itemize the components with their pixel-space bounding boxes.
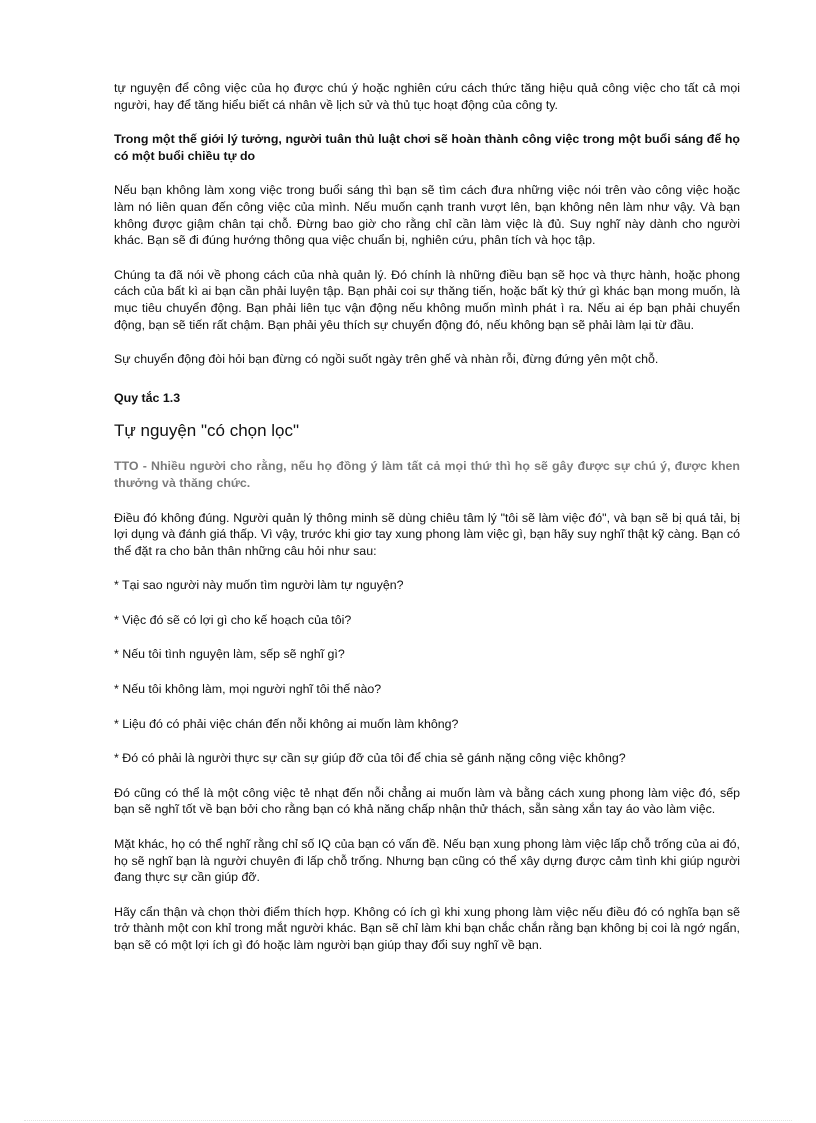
question-item: * Nếu tôi tình nguyện làm, sếp sẽ nghĩ gì?	[114, 647, 345, 662]
paragraph-intro-questions: Điều đó không đúng. Người quản lý thông minh sẽ dùng chiêu tâm lý "tôi sẽ làm việc đó", và bạn sẽ bị quá tải, bị lợi dụng và đánh giá thấp. Vì vậy, trước khi giơ tay xung phong làm việc gì, bạn hãy suy nghĩ thật kỹ càng. Bạn có thể đặt ra cho bản thân những câu hỏi như sau:	[114, 510, 740, 558]
paragraph-morning-work: Nếu bạn không làm xong việc trong buổi sáng thì bạn sẽ tìm cách đưa những việc nói trên vào công việc hoặc làm nó liên quan đến công việc của mình. Nếu muốn cạnh tranh vượt lên, bạn không nên làm như vậy. Và bạn không được giậm chân tại chỗ. Đừng bao giờ cho rằng chỉ cần làm việc là đủ. Suy nghĩ này dành cho người khác. Bạn sẽ đi đúng hướng thông qua việc chuẩn bị, nghiên cứu, phân tích và học tập.	[114, 183, 740, 248]
question-item: * Nếu tôi không làm, mọi người nghĩ tôi thế nào?	[114, 682, 382, 697]
section-title: Tự nguyện "có chọn lọc"	[114, 421, 300, 441]
paragraph-manager-style: Chúng ta đã nói về phong cách của nhà quản lý. Đó chính là những điều bạn sẽ học và thực hành, hoặc phong cách của bất kì ai bạn cần phải luyện tập. Bạn phải coi sự thăng tiến, hoặc bất kỳ thứ gì khác bạn mong muốn, là mục tiêu chuyển động. Bạn phải liên tục vận động nếu không muốn mình phát ì ra. Nếu ai ép bạn phải chuyển động, bạn sẽ tiến rất chậm. Bạn phải yêu thích sự chuyển động đó, nếu không bạn sẽ phải làm lại từ đầu.	[114, 267, 740, 332]
rule-label: Quy tắc 1.3	[114, 390, 181, 405]
paragraph-movement: Sự chuyển động đòi hỏi bạn đừng có ngồi suốt ngày trên ghế và nhàn rỗi, đừng đứng yên một chỗ.	[114, 352, 659, 367]
bold-heading: Trong một thế giới lý tưởng, người tuân thủ luật chơi sẽ hoàn thành công việc trong một buổi sáng để họ có một buổi chiều tự do	[114, 132, 740, 163]
page-bottom-divider	[24, 1120, 792, 1121]
paragraph-careful-timing: Hãy cẩn thận và chọn thời điểm thích hợp. Không có ích gì khi xung phong làm việc nếu điều đó có nghĩa bạn sẽ trở thành một con khỉ trong mắt người khác. Bạn sẽ chỉ làm khi bạn chắc chắn rằng bạn không bị coi là ngớ ngẩn, bạn sẽ có một lợi ích gì đó hoặc làm người bạn giúp thay đổi suy nghĩ về bạn.	[114, 904, 740, 952]
document-page	[114, 80, 740, 972]
question-item: * Việc đó sẽ có lợi gì cho kế hoạch của tôi?	[114, 612, 352, 627]
paragraph-iq: Mặt khác, họ có thể nghĩ rằng chỉ số IQ của bạn có vấn đề. Nếu bạn xung phong làm việc lấp chỗ trống của ai đó, họ sẽ nghĩ bạn là người chuyên đi lấp chỗ trống. Nhưng bạn cũng có thể xây dựng được cảm tình khi giúp người đang thực sự cần giúp đỡ.	[114, 837, 740, 885]
lead-paragraph: TTO - Nhiều người cho rằng, nếu họ đồng ý làm tất cả mọi thứ thì họ sẽ gây được sự chú ý, được khen thưởng và thăng chức.	[114, 459, 740, 490]
question-item: * Liệu đó có phải việc chán đến nỗi không ai muốn làm không?	[114, 716, 459, 731]
paragraph-intro-continuation: tự nguyện để công việc của họ được chú ý hoặc nghiên cứu cách thức tăng hiệu quả công việc cho tất cả mọi người, hay để tăng hiểu biết cá nhân về lịch sử và thủ tục hoạt động của công ty.	[114, 81, 740, 112]
question-item: * Đó có phải là người thực sự cần sự giúp đỡ của tôi để chia sẻ gánh nặng công việc không?	[114, 751, 626, 766]
question-item: * Tại sao người này muốn tìm người làm tự nguyện?	[114, 578, 404, 593]
paragraph-tedious-work: Đó cũng có thể là một công việc tẻ nhạt đến nỗi chẳng ai muốn làm và bằng cách xung phong làm việc đó, sếp bạn sẽ nghĩ tốt về bạn bởi cho rằng bạn có khả năng chấp nhận thử thách, sẵn sàng xắn tay áo vào làm việc.	[114, 785, 740, 817]
